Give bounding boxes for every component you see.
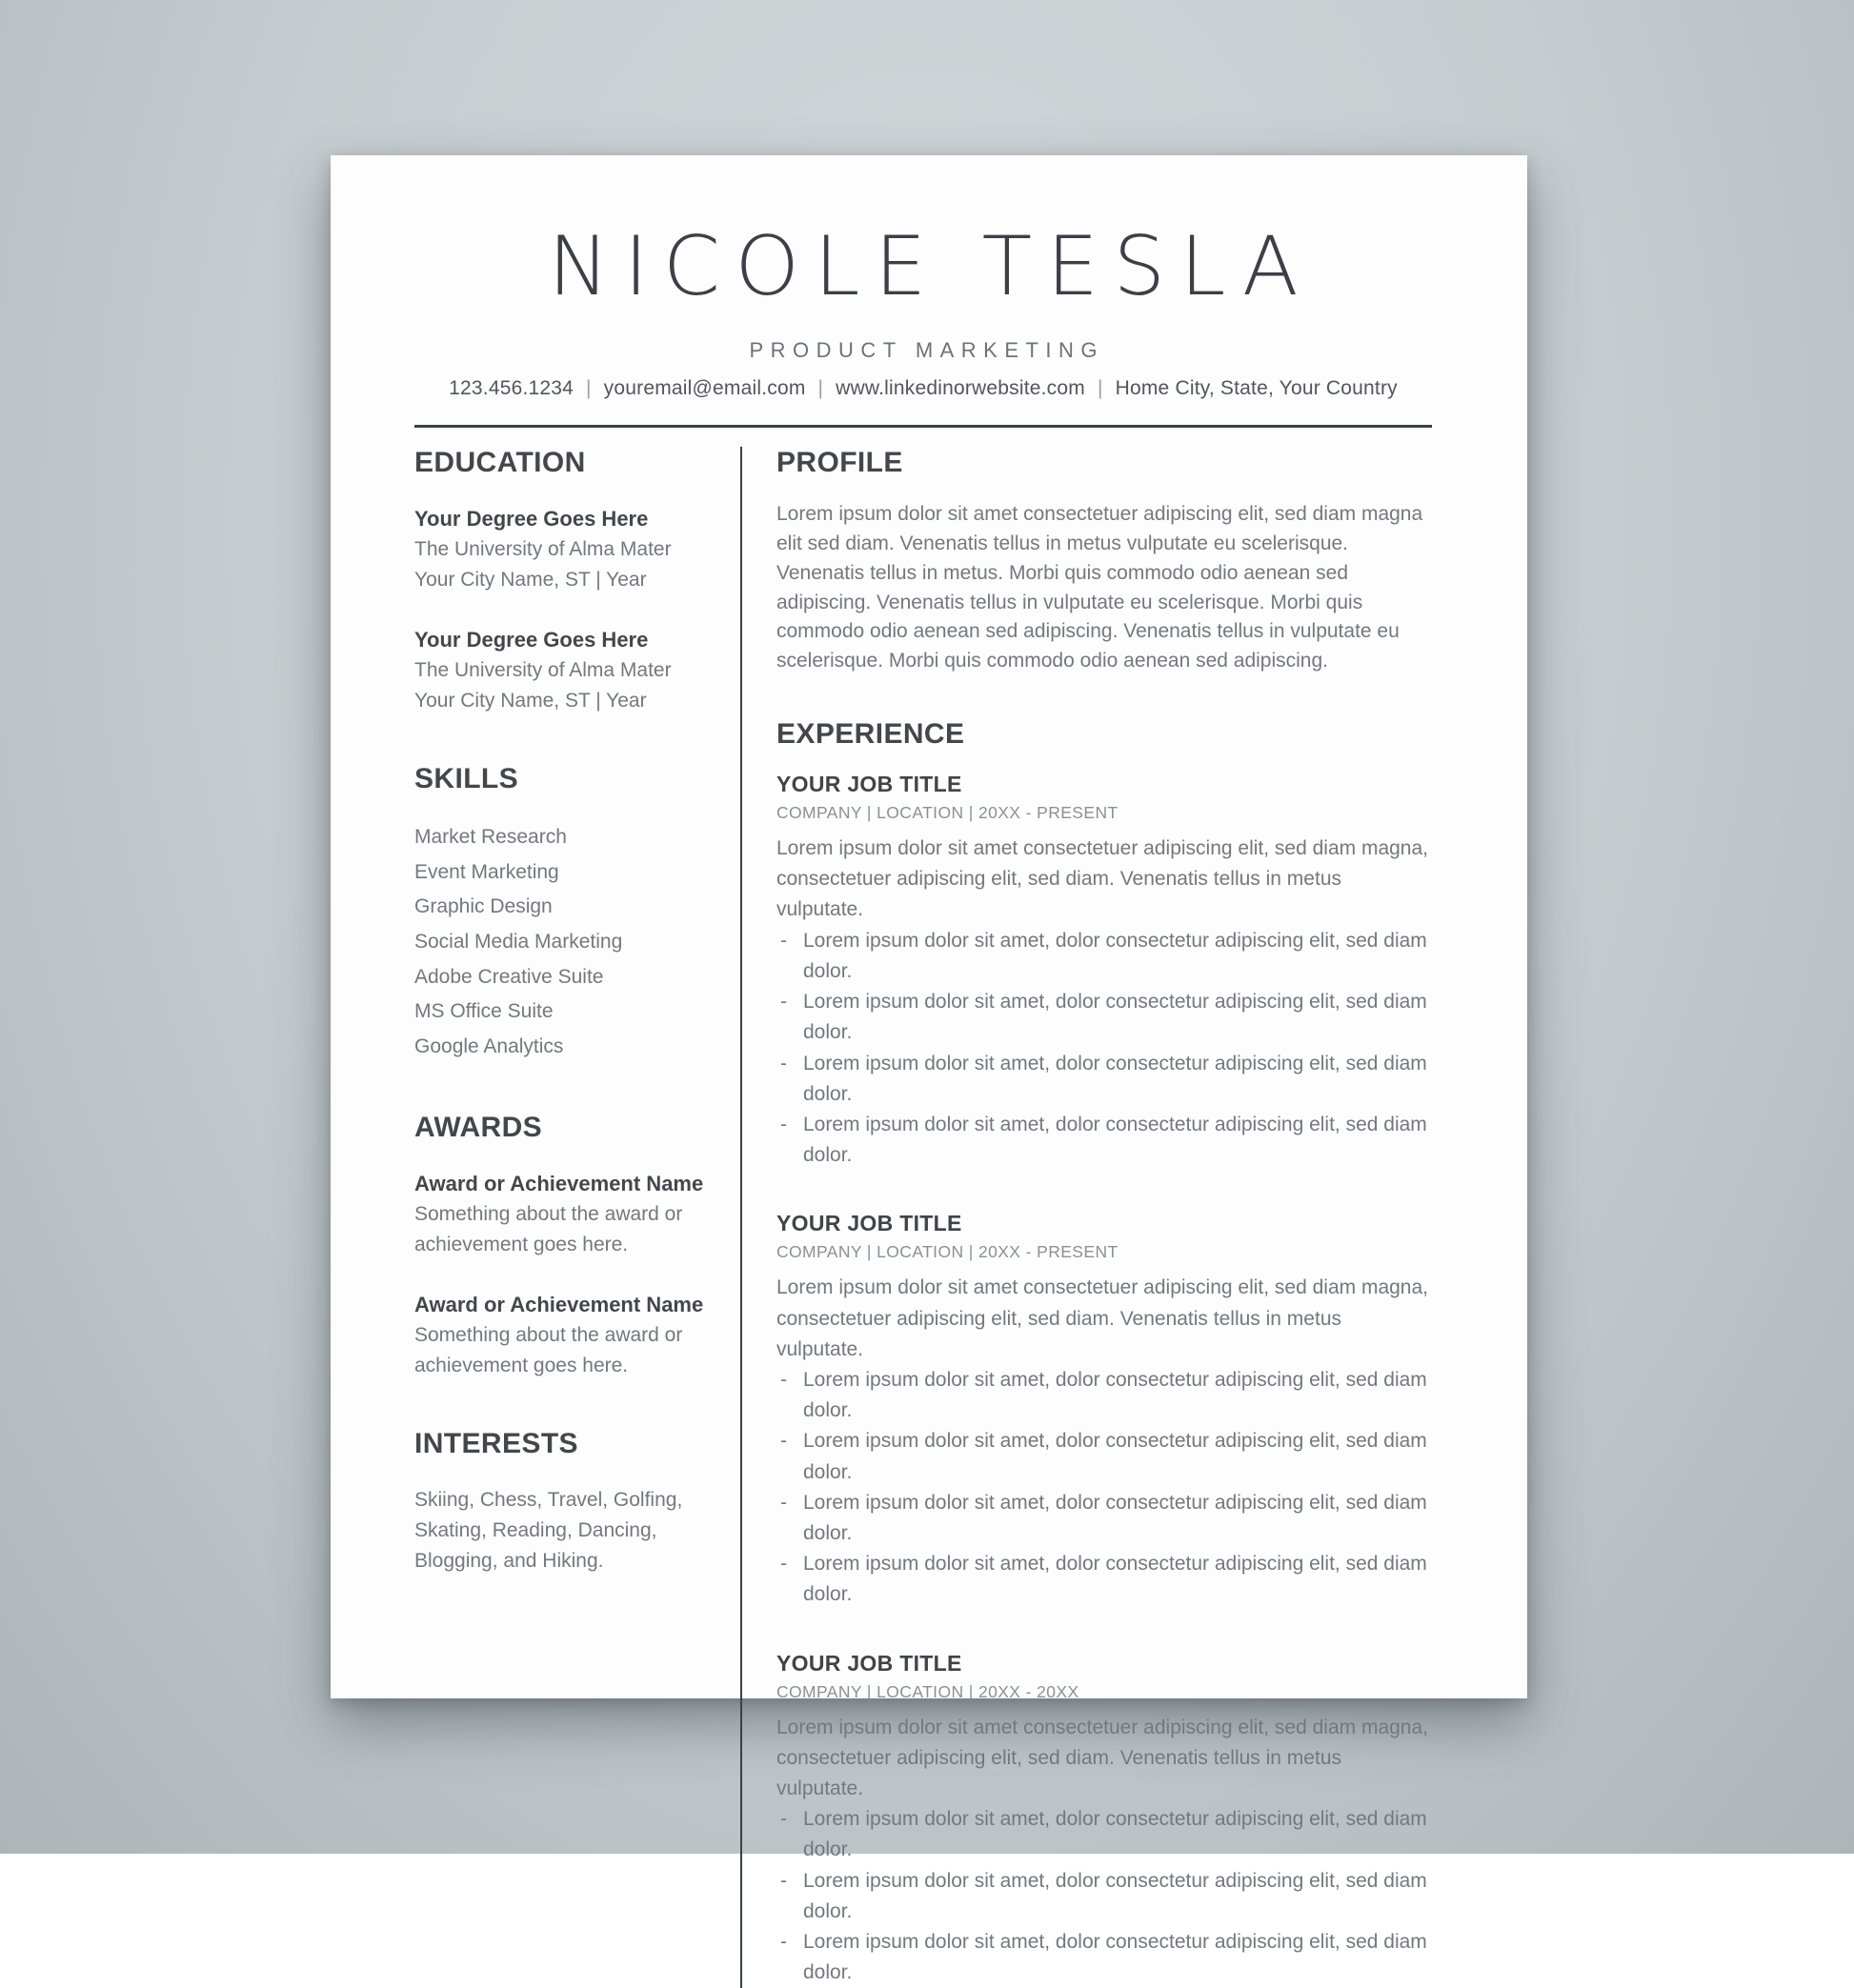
bullet-item bbox=[776, 987, 1432, 1048]
bullet-text: Lorem ipsum dolor sit amet, dolor consectetur adipiscing elit, sed diam dolor. bbox=[803, 1869, 1427, 1922]
bullet-dash: - bbox=[780, 1808, 787, 1831]
resume-paper bbox=[331, 155, 1527, 1984]
experience-job bbox=[776, 1651, 1432, 1988]
school-location-year: Your City Name, ST | Year bbox=[414, 689, 647, 712]
bullet-text: Lorem ipsum dolor sit amet, dolor consectetur adipiscing elit, sed diam dolor. bbox=[803, 1808, 1427, 1861]
bullet-item bbox=[776, 1927, 1432, 1988]
bullet-dash: - bbox=[780, 1430, 787, 1453]
job-title: YOUR JOB TITLE bbox=[776, 1650, 962, 1676]
bullet-item bbox=[776, 1426, 1432, 1487]
skill-item: Adobe Creative Suite bbox=[414, 965, 604, 988]
degree-name: Your Degree Goes Here bbox=[414, 507, 649, 532]
bullet-text: Lorem ipsum dolor sit amet, dolor consectetur adipiscing elit, sed diam dolor. bbox=[803, 1930, 1427, 1984]
bullet-item bbox=[776, 1488, 1432, 1549]
job-summary: Lorem ipsum dolor sit amet consectetuer adipiscing elit, sed diam magna, consectetuer adipiscing elit, sed diam. Venenatis tellus in metus vulputate. bbox=[776, 1276, 1428, 1360]
awards-heading: AWARDS bbox=[414, 1112, 543, 1144]
profile-text: Lorem ipsum dolor sit amet consectetuer adipiscing elit, sed diam magna elit sed diam. Venenatis tellus in metus vulputate eu scelerisque. Venenatis tellus in metus. Morbi quis commodo odio aenean sed adipiscing. Venenatis tellus in vulputate eu scelerisque. Morbi quis commodo odio aenean sed adipiscing. Venenatis tellus in vulputate eu scelerisque. Morbi quis commodo odio aenean sed adipiscing. bbox=[776, 503, 1423, 673]
bullet-dash: - bbox=[780, 929, 787, 952]
experience-heading: EXPERIENCE bbox=[776, 718, 965, 751]
bullet-text: Lorem ipsum dolor sit amet, dolor consectetur adipiscing elit, sed diam dolor. bbox=[803, 1052, 1427, 1105]
skill-item: Social Media Marketing bbox=[414, 931, 623, 954]
education-section bbox=[414, 447, 708, 715]
skill-item: Market Research bbox=[414, 826, 567, 849]
job-bullet-list bbox=[776, 926, 1432, 1172]
awards-section bbox=[414, 1112, 708, 1380]
experience-section bbox=[776, 718, 1432, 1988]
award-entry bbox=[414, 1290, 708, 1380]
award-name: Award or Achievement Name bbox=[414, 1293, 704, 1317]
job-title: YOUR JOB TITLE bbox=[776, 1211, 962, 1236]
bullet-item bbox=[776, 1804, 1432, 1865]
degree-name: Your Degree Goes Here bbox=[414, 628, 649, 653]
interests-heading: INTERESTS bbox=[414, 1428, 578, 1460]
bullet-dash: - bbox=[780, 1052, 787, 1074]
bullet-dash: - bbox=[780, 1491, 787, 1514]
education-heading: EDUCATION bbox=[414, 447, 586, 479]
bullet-item bbox=[776, 1049, 1432, 1110]
bullet-dash: - bbox=[780, 1869, 787, 1892]
resume-header bbox=[414, 155, 1432, 428]
contact-separator: | bbox=[586, 377, 592, 400]
school-location-year: Your City Name, ST | Year bbox=[414, 568, 647, 591]
candidate-name: NICOLE TESLA bbox=[548, 219, 1314, 314]
skill-item: Graphic Design bbox=[414, 895, 553, 918]
school-name: The University of Alma Mater bbox=[414, 538, 672, 561]
interests-text: Skiing, Chess, Travel, Golfing, Skating, Reading, Dancing, Blogging, and Hiking. bbox=[414, 1489, 683, 1573]
header-rule bbox=[414, 425, 1432, 428]
skill-item: Event Marketing bbox=[414, 860, 559, 883]
contact-separator: | bbox=[817, 377, 824, 400]
experience-job bbox=[776, 772, 1432, 1171]
job-meta: COMPANY | LOCATION | 20XX - PRESENT bbox=[776, 803, 1118, 823]
bullet-dash: - bbox=[780, 1930, 787, 1953]
profile-section bbox=[776, 447, 1432, 676]
bullet-text: Lorem ipsum dolor sit amet, dolor consectetur adipiscing elit, sed diam dolor. bbox=[803, 1491, 1427, 1544]
skill-item: MS Office Suite bbox=[414, 1000, 554, 1023]
contact-separator: | bbox=[1097, 377, 1103, 400]
job-meta: COMPANY | LOCATION | 20XX - PRESENT bbox=[776, 1242, 1118, 1262]
award-description: Something about the award or achievement goes here. bbox=[414, 1324, 683, 1376]
education-entry bbox=[414, 504, 708, 594]
award-name: Award or Achievement Name bbox=[414, 1172, 704, 1196]
bullet-item bbox=[776, 1866, 1432, 1927]
skills-section bbox=[414, 763, 708, 1064]
bullet-dash: - bbox=[780, 991, 787, 1014]
job-summary: Lorem ipsum dolor sit amet consectetuer adipiscing elit, sed diam magna, consectetuer adipiscing elit, sed diam. Venenatis tellus in metus vulputate. bbox=[776, 837, 1428, 921]
bullet-item bbox=[776, 1549, 1432, 1610]
bullet-item bbox=[776, 1110, 1432, 1171]
job-meta: COMPANY | LOCATION | 20XX - 20XX bbox=[776, 1681, 1079, 1701]
job-bullet-list bbox=[776, 1804, 1432, 1988]
bullet-text: Lorem ipsum dolor sit amet, dolor consectetur adipiscing elit, sed diam dolor. bbox=[803, 1430, 1427, 1483]
bullet-text: Lorem ipsum dolor sit amet, dolor consectetur adipiscing elit, sed diam dolor. bbox=[803, 1368, 1427, 1422]
bullet-text: Lorem ipsum dolor sit amet, dolor consectetur adipiscing elit, sed diam dolor. bbox=[803, 1113, 1427, 1167]
bullet-dash: - bbox=[780, 1553, 787, 1576]
contact-email: youremail@email.com bbox=[603, 377, 806, 400]
skills-list bbox=[414, 820, 708, 1064]
job-title: YOUR JOB TITLE bbox=[776, 772, 962, 797]
school-name: The University of Alma Mater bbox=[414, 659, 672, 682]
contact-line bbox=[414, 377, 1432, 400]
contact-phone: 123.456.1234 bbox=[449, 377, 574, 400]
interests-section bbox=[414, 1428, 708, 1576]
bullet-text: Lorem ipsum dolor sit amet, dolor consectetur adipiscing elit, sed diam dolor. bbox=[803, 1553, 1427, 1606]
resume-body bbox=[414, 447, 1432, 1988]
bullet-text: Lorem ipsum dolor sit amet, dolor consectetur adipiscing elit, sed diam dolor. bbox=[803, 991, 1427, 1044]
job-summary: Lorem ipsum dolor sit amet consectetuer adipiscing elit, sed diam magna, consectetuer adipiscing elit, sed diam. Venenatis tellus in metus vulputate. bbox=[776, 1716, 1428, 1799]
award-entry bbox=[414, 1169, 708, 1259]
right-column bbox=[742, 447, 1432, 1988]
bullet-dash: - bbox=[780, 1368, 787, 1391]
education-entry bbox=[414, 625, 708, 715]
bullet-text: Lorem ipsum dolor sit amet, dolor consectetur adipiscing elit, sed diam dolor. bbox=[803, 929, 1427, 982]
left-column bbox=[414, 447, 742, 1988]
contact-website: www.linkedinorwebsite.com bbox=[836, 377, 1085, 400]
bullet-item bbox=[776, 1365, 1432, 1426]
bullet-item bbox=[776, 926, 1432, 987]
job-bullet-list bbox=[776, 1365, 1432, 1611]
award-description: Something about the award or achievement goes here. bbox=[414, 1203, 683, 1255]
profile-heading: PROFILE bbox=[776, 447, 903, 479]
candidate-title: PRODUCT MARKETING bbox=[749, 338, 1104, 363]
skills-heading: SKILLS bbox=[414, 763, 519, 795]
skill-item: Google Analytics bbox=[414, 1034, 564, 1057]
contact-location: Home City, State, Your Country bbox=[1115, 377, 1398, 400]
experience-job bbox=[776, 1211, 1432, 1610]
bullet-dash: - bbox=[780, 1113, 787, 1135]
